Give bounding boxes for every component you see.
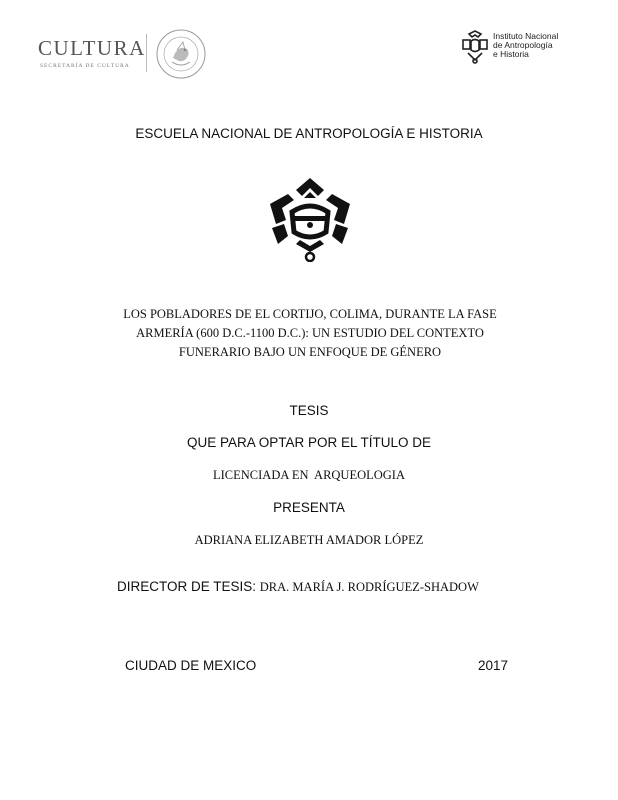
thesis-title-line-3: FUNERARIO BAJO UN ENFOQUE DE GÉNERO (178, 345, 442, 359)
inah-line-1: Instituto Nacional (493, 31, 559, 41)
inah-logo (459, 30, 589, 70)
city: CIUDAD DE MEXICO (125, 658, 257, 673)
thesis-title (90, 305, 530, 362)
thesis-title-line-1: LOS POBLADORES DE EL CORTIJO, COLIMA, DURANTE LA FASE (123, 307, 497, 321)
inah-name (493, 32, 558, 59)
inah-logo-icon (459, 30, 491, 64)
document-type: TESIS (289, 403, 329, 418)
degree-intro: QUE PARA OPTAR POR EL TÍTULO DE (186, 435, 432, 450)
cultura-divider (146, 34, 147, 72)
thesis-title-line-2: ARMERÍA (600 D.C.-1100 D.C.): UN ESTUDIO DEL CONTEXTO (136, 326, 484, 340)
year: 2017 (478, 658, 509, 673)
enah-emblem-icon (266, 176, 354, 262)
cultura-wordmark: CULTURA (38, 36, 146, 60)
author-name: ADRIANA ELIZABETH AMADOR LÓPEZ (194, 533, 424, 547)
cultura-logo (38, 28, 208, 78)
director-label: DIRECTOR DE TESIS: (117, 579, 260, 594)
cultura-subtitle: SECRETARÍA DE CULTURA (40, 63, 130, 69)
thesis-director (117, 578, 479, 596)
school-name: ESCUELA NACIONAL DE ANTROPOLOGÍA E HISTORIA (135, 126, 483, 141)
presenta-label: PRESENTA (273, 500, 345, 515)
inah-line-2: de Antropología (493, 40, 553, 50)
mexican-coat-of-arms-seal-icon (155, 28, 207, 80)
inah-line-3: e Historia (493, 49, 529, 59)
director-name: DRA. MARÍA J. RODRÍGUEZ-SHADOW (259, 580, 479, 594)
degree-name: LICENCIADA EN ARQUEOLOGIA (213, 468, 405, 482)
